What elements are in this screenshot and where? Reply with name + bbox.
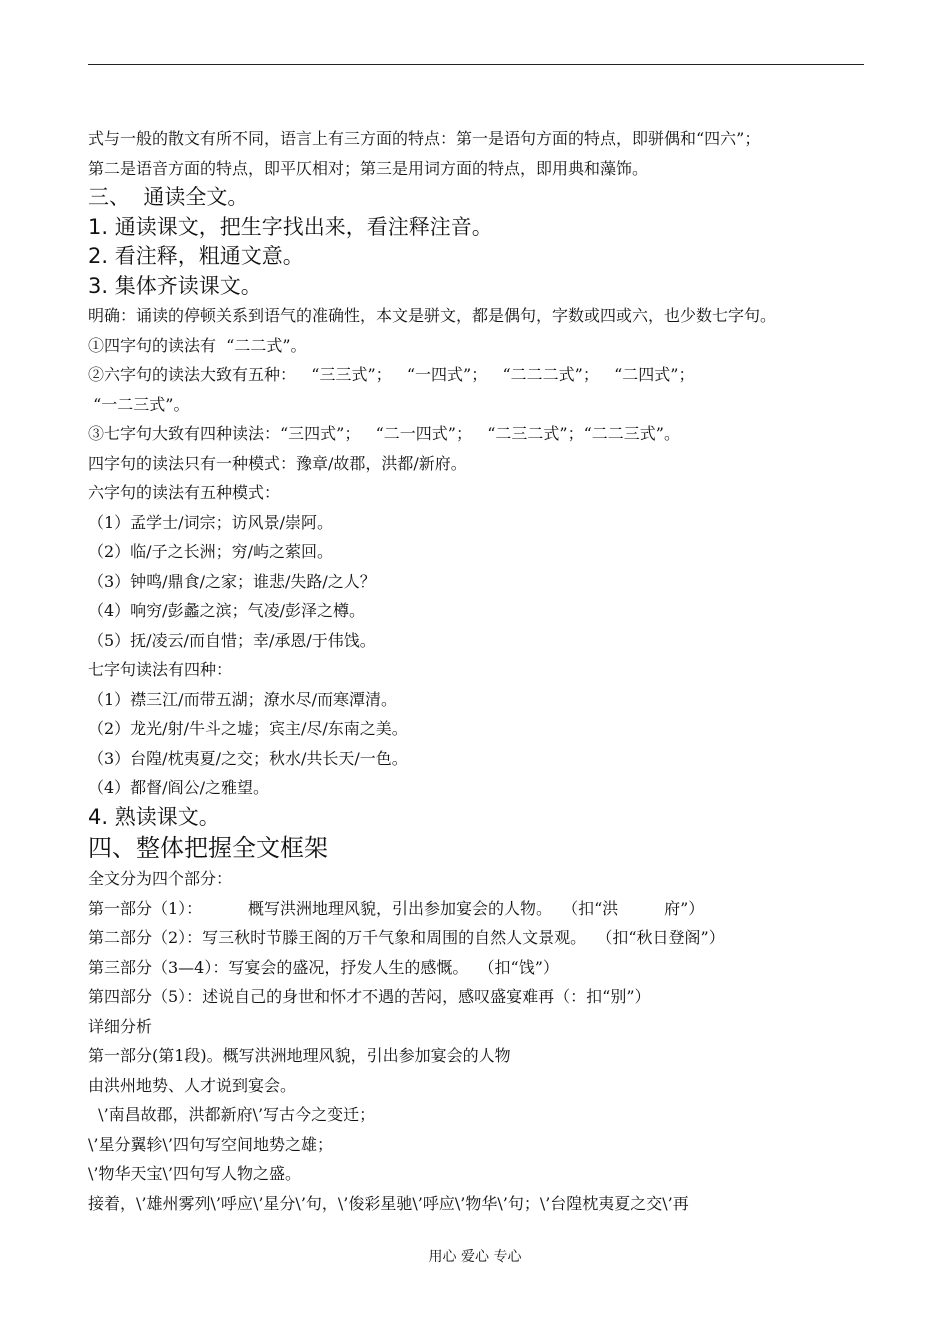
paragraph-line: （3）钟鸣/鼎食/之家；谁悲/失路/之人？ — [88, 571, 376, 591]
paragraph-line: 详细分析 — [88, 1016, 153, 1036]
paragraph-line: 六字句的读法有五种模式： — [88, 483, 281, 502]
section-heading: 3. 集体齐读课文。 — [88, 273, 262, 298]
paragraph-line: （3）台隍/枕夷夏/之交；秋水/共长天/一色。 — [88, 748, 408, 768]
paragraph-line: 全文分为四个部分： — [88, 869, 233, 888]
section-heading: 2. 看注释，粗通文意。 — [88, 244, 304, 268]
paragraph-line: 第二是语音方面的特点，即平仄相对；第三是用词方面的特点，即用典和藻饰。 — [88, 158, 649, 178]
paragraph-line: 第二部分（2）：写三秋时节滕王阁的万千气象和周围的自然人文景观。 （扣“秋日登阁”） — [88, 928, 725, 947]
paragraph-line: 第三部分（3—4）：写宴会的盛况，抒发人生的感慨。 （扣“饯”） — [88, 957, 559, 977]
paragraph-line: \’物华天宝\’四句写人物之盛。 — [88, 1164, 301, 1183]
page-footer: 用心 爱心 专心 — [428, 1249, 522, 1265]
paragraph-line: （5）抚/凌云/而自惜；幸/承恩/于伟饯。 — [88, 630, 376, 650]
paragraph-line: ②六字句的读法大致有五种： “三三式”； “一四式”； “二二二式”； “二四式”； — [88, 365, 695, 384]
paragraph-line: ③七字句大致有四种读法：“三四式”； “二一四式”； “二三二式”；“二二三式”。 — [88, 424, 680, 443]
paragraph-line: 第一部分（1）： 概写洪洲地理风貌，引出参加宴会的人物。 （扣“洪 府”） — [88, 898, 705, 918]
section-heading: 4. 熟读课文。 — [88, 804, 220, 829]
paragraph-line: 第四部分（5）：述说自己的身世和怀才不遇的苦闷，感叹盛宴难再（：扣“别”） — [88, 987, 651, 1006]
section-heading: 三、 通读全文。 — [88, 185, 249, 209]
paragraph-line: ①四字句的读法有 “二二式”。 — [88, 335, 307, 355]
paragraph-line: （2）临/子之长洲；穷/屿之萦回。 — [88, 542, 333, 561]
header-rule — [88, 64, 864, 65]
paragraph-line: （4）都督/阎公/之雅望。 — [88, 778, 269, 797]
paragraph-line: \’星分翼轸\’四句写空间地势之雄； — [88, 1134, 333, 1154]
paragraph-line: 式与一般的散文有所不同，语言上有三方面的特点：第一是语句方面的特点，即骈偶和“四六”； — [88, 129, 761, 148]
paragraph-line: （1）孟学士/词宗；访风景/崇阿。 — [88, 512, 333, 532]
paragraph-line: \’南昌故郡，洪都新府\’写古今之变迁； — [88, 1105, 376, 1124]
paragraph-line: （2）龙光/射/牛斗之墟；宾主/尽/东南之美。 — [88, 719, 408, 738]
paragraph-line: 第一部分(第1段)。概写洪洲地理风貌，引出参加宴会的人物 — [88, 1046, 511, 1065]
paragraph-line: 接着，\’雄州雾列\’呼应\’星分\’句，\’俊彩星驰\’呼应\’物华\’句；\’台隍枕夷夏之交\’再 — [88, 1193, 689, 1213]
paragraph-line: 明确：诵读的停顿关系到语气的准确性，本文是骈文，都是偶句，字数或四或六，也少数七字句。 — [88, 306, 777, 325]
paragraph-line: （1）襟三江/而带五湖；潦水尽/而寒潭清。 — [88, 689, 397, 709]
document-body — [88, 124, 878, 1218]
section-heading: 四、整体把握全文框架 — [88, 834, 328, 862]
section-heading: 1. 通读课文，把生字找出来，看注释注音。 — [88, 214, 493, 239]
paragraph-line: （4）响穷/彭蠡之滨；气凌/彭泽之樽。 — [88, 601, 365, 620]
paragraph-line: 七字句读法有四种： — [88, 660, 233, 679]
paragraph-line: 四字句的读法只有一种模式：豫章/故郡，洪都/新府。 — [88, 453, 467, 473]
paragraph-line: 由洪州地势、人才说到宴会。 — [88, 1075, 297, 1095]
paragraph-line: “一二三式”。 — [88, 394, 190, 414]
